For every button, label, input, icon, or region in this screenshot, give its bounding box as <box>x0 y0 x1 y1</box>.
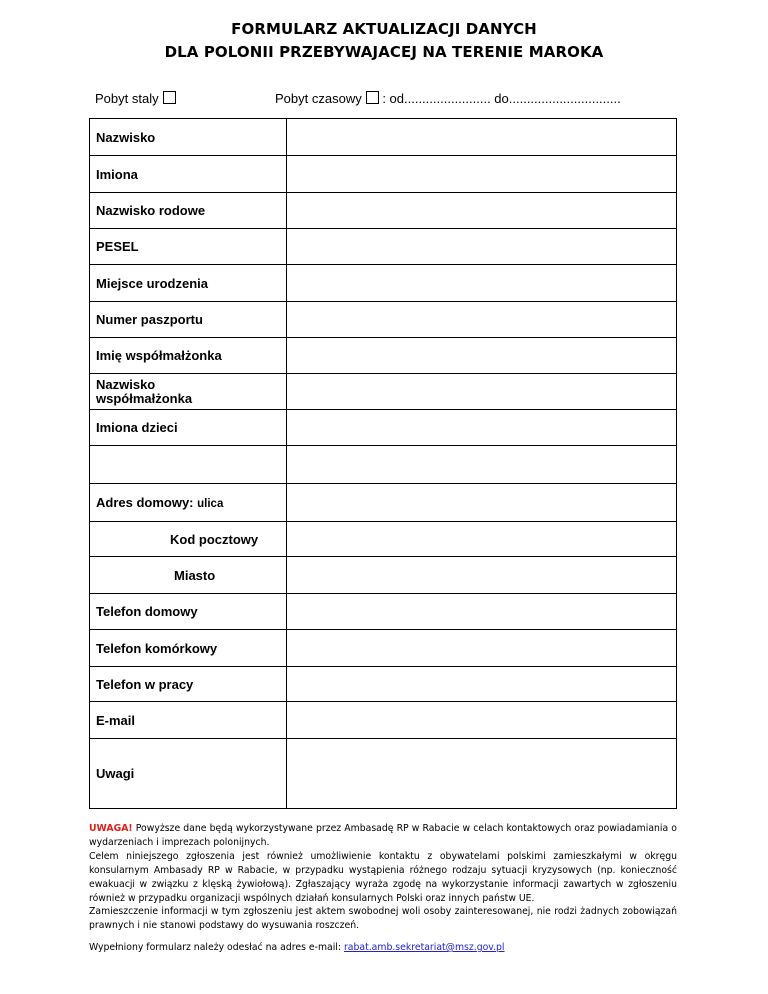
label-kod-pocztowy: Kod pocztowy <box>90 522 287 557</box>
note-paragraph-2: Celem niniejszego zgłoszenia jest również umożliwienie kontaktu z obywatelami polskimi zamieszkałymi w okręgu konsularnym Ambasady RP w Rabacie, w przypadku wystąpienia różnego rodzaju sytuacji kryzysowych (np. konieczność ewakuacji w związku z klęską żywiołową). Zgłaszający wyraża zgodę na wykorzystanie informacji zawartych w zgłoszeniu również w przypadku organizacji wspólnych działań konsularnych Polski oraz innych państw UE. <box>89 850 677 904</box>
row-nazwisko-wspolmalzonka <box>90 374 677 410</box>
label-nazwisko-wspolmalzonka-line2: współmałżonka <box>96 390 193 406</box>
input-email[interactable] <box>287 702 677 739</box>
row-uwagi <box>90 739 677 809</box>
input-telefon-w-pracy[interactable] <box>287 667 677 702</box>
label-nazwisko: Nazwisko <box>90 119 287 156</box>
send-instruction <box>89 941 677 955</box>
send-instruction-text: Wypełniony formularz należy odesłać na adres e-mail: <box>89 942 344 953</box>
input-kod-pocztowy[interactable] <box>287 522 677 557</box>
row-imiona-dzieci <box>90 410 677 446</box>
label-imiona: Imiona <box>90 156 287 193</box>
input-miejsce-urodzenia[interactable] <box>287 265 677 302</box>
label-empty <box>90 446 287 484</box>
input-telefon-domowy[interactable] <box>287 594 677 630</box>
input-telefon-komorkowy[interactable] <box>287 630 677 667</box>
temporary-stay-option <box>275 91 621 106</box>
note-paragraph-3: Zamieszczenie informacji w tym zgłoszeniu jest aktem swobodnej woli osoby zainteresowanej, nie rodzi żadnych zobowiązań prawnych i nie stanowi podstawy do wysuwania roszczeń. <box>89 906 677 932</box>
row-nazwisko <box>90 119 677 156</box>
form-title-line1: FORMULARZ AKTUALIZACJI DANYCH <box>231 20 537 38</box>
input-numer-paszportu[interactable] <box>287 302 677 338</box>
input-nazwisko[interactable] <box>287 119 677 156</box>
input-miasto[interactable] <box>287 557 677 594</box>
row-nazwisko-rodowe <box>90 193 677 229</box>
row-telefon-w-pracy <box>90 667 677 702</box>
temporary-stay-date-range[interactable]: : od........................ do............................... <box>378 91 621 106</box>
label-ulica: ulica <box>197 498 224 510</box>
permanent-stay-option <box>95 91 176 106</box>
input-nazwisko-rodowe[interactable] <box>287 193 677 229</box>
row-imie-wspolmalzonka <box>90 338 677 374</box>
input-imiona-dzieci[interactable] <box>287 410 677 446</box>
permanent-stay-label: Pobyt staly <box>95 91 159 106</box>
personal-data-table <box>89 118 677 809</box>
note-paragraph-1-text: Powyższe dane będą wykorzystywane przez Ambasadę RP w Rabacie w celach kontaktowych oraz powiadamiania o wydarzeniach i imprezach polonijnych. <box>89 823 677 848</box>
label-adres-domowy <box>90 484 287 522</box>
label-telefon-w-pracy: Telefon w pracy <box>90 667 287 702</box>
temporary-stay-checkbox[interactable] <box>366 91 379 104</box>
uwaga-label: UWAGA! <box>89 823 133 834</box>
row-imiona <box>90 156 677 193</box>
permanent-stay-checkbox[interactable] <box>163 91 176 104</box>
row-miasto <box>90 557 677 594</box>
label-miasto: Miasto <box>90 557 287 594</box>
temporary-stay-label: Pobyt czasowy <box>275 91 362 106</box>
row-miejsce-urodzenia <box>90 265 677 302</box>
row-pesel <box>90 229 677 265</box>
row-adres-ulica <box>90 484 677 522</box>
input-nazwisko-wspolmalzonka[interactable] <box>287 374 677 410</box>
notes-block <box>89 822 677 933</box>
label-numer-paszportu: Numer paszportu <box>90 302 287 338</box>
row-telefon-komorkowy <box>90 630 677 667</box>
row-kod-pocztowy <box>90 522 677 557</box>
label-nazwisko-wspolmalzonka <box>90 374 287 410</box>
label-nazwisko-wspolmalzonka-line1: Nazwisko <box>96 376 156 392</box>
input-pesel[interactable] <box>287 229 677 265</box>
label-uwagi: Uwagi <box>90 739 287 809</box>
label-telefon-komorkowy: Telefon komórkowy <box>90 630 287 667</box>
input-uwagi[interactable] <box>287 739 677 809</box>
note-paragraph-1 <box>89 822 677 850</box>
label-imie-wspolmalzonka: Imię współmałżonka <box>90 338 287 374</box>
input-imiona[interactable] <box>287 156 677 193</box>
label-nazwisko-rodowe: Nazwisko rodowe <box>90 193 287 229</box>
row-numer-paszportu <box>90 302 677 338</box>
row-imiona-dzieci-extra <box>90 446 677 484</box>
label-email: E-mail <box>90 702 287 739</box>
input-imie-wspolmalzonka[interactable] <box>287 338 677 374</box>
email-link[interactable]: rabat.amb.sekretariat@msz.gov.pl <box>343 942 505 953</box>
row-telefon-domowy <box>90 594 677 630</box>
label-miejsce-urodzenia: Miejsce urodzenia <box>90 265 287 302</box>
form-title-line2: DLA POLONII PRZEBYWAJACEJ NA TERENIE MAROKA <box>164 43 604 61</box>
row-email <box>90 702 677 739</box>
input-imiona-dzieci-extra[interactable] <box>287 446 677 484</box>
input-ulica[interactable] <box>287 484 677 522</box>
label-pesel: PESEL <box>90 229 287 265</box>
label-adres-domowy-text: Adres domowy: <box>96 495 194 510</box>
label-imiona-dzieci: Imiona dzieci <box>90 410 287 446</box>
label-telefon-domowy: Telefon domowy <box>90 594 287 630</box>
